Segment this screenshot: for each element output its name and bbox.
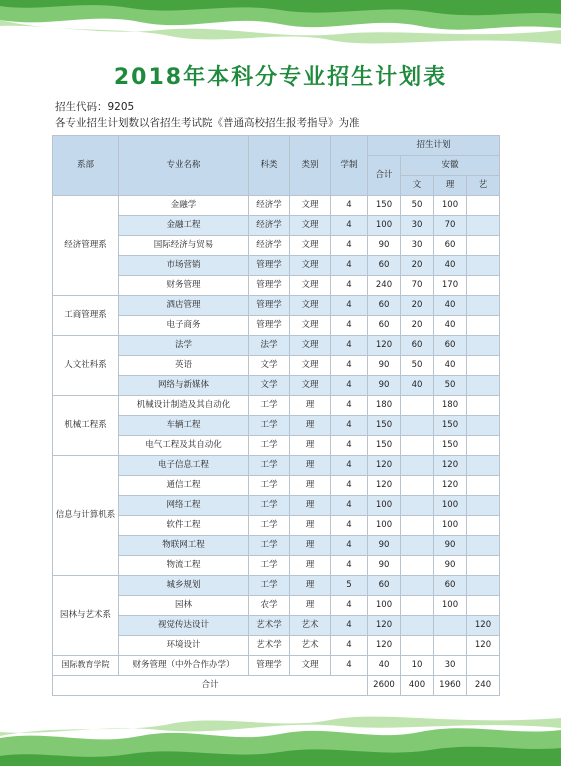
top-grass-decoration xyxy=(0,0,561,60)
yi-cell xyxy=(467,396,500,416)
major-cell: 园林 xyxy=(119,596,249,616)
category-cell: 管理学 xyxy=(249,256,290,276)
years-cell: 4 xyxy=(331,296,368,316)
total-cell: 150 xyxy=(368,436,401,456)
wen-cell xyxy=(401,436,434,456)
dept-cell: 信息与计算机系 xyxy=(53,456,119,576)
years-cell: 4 xyxy=(331,236,368,256)
wen-cell: 60 xyxy=(401,336,434,356)
category-cell: 工学 xyxy=(249,396,290,416)
major-cell: 视觉传达设计 xyxy=(119,616,249,636)
yi-cell xyxy=(467,216,500,236)
header-yi: 艺 xyxy=(467,176,500,196)
total-cell: 90 xyxy=(368,536,401,556)
li-cell: 60 xyxy=(434,236,467,256)
type-cell: 理 xyxy=(290,436,331,456)
years-cell: 4 xyxy=(331,376,368,396)
major-cell: 酒店管理 xyxy=(119,296,249,316)
years-cell: 4 xyxy=(331,516,368,536)
major-cell: 软件工程 xyxy=(119,516,249,536)
yi-cell xyxy=(467,656,500,676)
type-cell: 理 xyxy=(290,596,331,616)
li-cell: 100 xyxy=(434,496,467,516)
major-cell: 国际经济与贸易 xyxy=(119,236,249,256)
category-cell: 工学 xyxy=(249,456,290,476)
page-title: 2018年本科分专业招生计划表 xyxy=(113,65,448,90)
li-cell: 180 xyxy=(434,396,467,416)
li-cell: 70 xyxy=(434,216,467,236)
wen-cell: 30 xyxy=(401,216,434,236)
total-cell: 150 xyxy=(368,196,401,216)
total-cell: 240 xyxy=(368,276,401,296)
years-cell: 4 xyxy=(331,216,368,236)
type-cell: 理 xyxy=(290,496,331,516)
header-type: 类别 xyxy=(290,136,331,196)
header-anhui: 安徽 xyxy=(401,156,500,176)
major-cell: 通信工程 xyxy=(119,476,249,496)
total-cell: 180 xyxy=(368,396,401,416)
yi-cell xyxy=(467,256,500,276)
major-cell: 电气工程及其自动化 xyxy=(119,436,249,456)
total-cell: 90 xyxy=(368,556,401,576)
type-cell: 文理 xyxy=(290,316,331,336)
li-cell: 40 xyxy=(434,256,467,276)
yi-cell xyxy=(467,276,500,296)
dept-cell: 国际教育学院 xyxy=(53,656,119,676)
category-cell: 工学 xyxy=(249,496,290,516)
category-cell: 工学 xyxy=(249,416,290,436)
years-cell: 4 xyxy=(331,436,368,456)
li-cell: 100 xyxy=(434,516,467,536)
yi-cell xyxy=(467,296,500,316)
li-cell: 90 xyxy=(434,556,467,576)
wen-cell: 50 xyxy=(401,356,434,376)
wen-cell xyxy=(401,416,434,436)
category-cell: 工学 xyxy=(249,556,290,576)
yi-cell xyxy=(467,416,500,436)
major-cell: 网络工程 xyxy=(119,496,249,516)
li-cell: 50 xyxy=(434,376,467,396)
grand-wen-cell: 400 xyxy=(401,676,434,696)
category-cell: 工学 xyxy=(249,436,290,456)
category-cell: 文学 xyxy=(249,376,290,396)
years-cell: 4 xyxy=(331,356,368,376)
category-cell: 工学 xyxy=(249,476,290,496)
years-cell: 4 xyxy=(331,636,368,656)
wen-cell xyxy=(401,496,434,516)
yi-cell: 120 xyxy=(467,616,500,636)
type-cell: 理 xyxy=(290,396,331,416)
yi-cell xyxy=(467,356,500,376)
yi-cell xyxy=(467,576,500,596)
wen-cell: 30 xyxy=(401,236,434,256)
total-cell: 40 xyxy=(368,656,401,676)
years-cell: 4 xyxy=(331,616,368,636)
li-cell: 90 xyxy=(434,536,467,556)
enrollment-code: 招生代码：9205 xyxy=(55,101,135,113)
grand-li-cell: 1960 xyxy=(434,676,467,696)
total-cell: 60 xyxy=(368,576,401,596)
category-cell: 经济学 xyxy=(249,216,290,236)
dept-cell: 机械工程系 xyxy=(53,396,119,456)
years-cell: 4 xyxy=(331,336,368,356)
li-cell: 120 xyxy=(434,476,467,496)
years-cell: 4 xyxy=(331,656,368,676)
years-cell: 4 xyxy=(331,276,368,296)
type-cell: 文理 xyxy=(290,656,331,676)
major-cell: 城乡规划 xyxy=(119,576,249,596)
dept-cell: 人文社科系 xyxy=(53,336,119,396)
li-cell: 100 xyxy=(434,196,467,216)
total-cell: 120 xyxy=(368,476,401,496)
yi-cell xyxy=(467,596,500,616)
yi-cell xyxy=(467,556,500,576)
category-cell: 艺术学 xyxy=(249,616,290,636)
total-cell: 100 xyxy=(368,496,401,516)
grand-yi-cell: 240 xyxy=(467,676,500,696)
li-cell xyxy=(434,636,467,656)
yi-cell xyxy=(467,336,500,356)
dept-cell: 园林与艺术系 xyxy=(53,576,119,656)
wen-cell xyxy=(401,556,434,576)
type-cell: 艺术 xyxy=(290,616,331,636)
total-cell: 120 xyxy=(368,616,401,636)
category-cell: 工学 xyxy=(249,516,290,536)
yi-cell xyxy=(467,376,500,396)
li-cell: 60 xyxy=(434,336,467,356)
major-cell: 物联网工程 xyxy=(119,536,249,556)
type-cell: 文理 xyxy=(290,376,331,396)
bottom-grass-decoration xyxy=(0,706,561,766)
yi-cell xyxy=(467,536,500,556)
plan-note: 各专业招生计划数以省招生考试院《普通高校招生报考指导》为准 xyxy=(55,117,360,129)
years-cell: 4 xyxy=(331,476,368,496)
category-cell: 经济学 xyxy=(249,236,290,256)
major-cell: 金融工程 xyxy=(119,216,249,236)
li-cell: 30 xyxy=(434,656,467,676)
yi-cell xyxy=(467,516,500,536)
type-cell: 文理 xyxy=(290,356,331,376)
category-cell: 工学 xyxy=(249,576,290,596)
wen-cell xyxy=(401,636,434,656)
total-cell: 60 xyxy=(368,256,401,276)
category-cell: 管理学 xyxy=(249,656,290,676)
yi-cell xyxy=(467,476,500,496)
years-cell: 4 xyxy=(331,496,368,516)
li-cell: 100 xyxy=(434,596,467,616)
total-cell: 60 xyxy=(368,296,401,316)
category-cell: 文学 xyxy=(249,356,290,376)
total-cell: 60 xyxy=(368,316,401,336)
major-cell: 财务管理 xyxy=(119,276,249,296)
type-cell: 理 xyxy=(290,416,331,436)
major-cell: 机械设计制造及其自动化 xyxy=(119,396,249,416)
years-cell: 4 xyxy=(331,416,368,436)
total-cell: 120 xyxy=(368,456,401,476)
type-cell: 文理 xyxy=(290,196,331,216)
yi-cell xyxy=(467,316,500,336)
wen-cell xyxy=(401,456,434,476)
li-cell: 170 xyxy=(434,276,467,296)
total-label: 合计 xyxy=(53,676,368,696)
category-cell: 管理学 xyxy=(249,276,290,296)
major-cell: 金融学 xyxy=(119,196,249,216)
years-cell: 4 xyxy=(331,596,368,616)
yi-cell xyxy=(467,236,500,256)
major-cell: 物流工程 xyxy=(119,556,249,576)
type-cell: 理 xyxy=(290,456,331,476)
type-cell: 文理 xyxy=(290,296,331,316)
total-cell: 90 xyxy=(368,236,401,256)
type-cell: 文理 xyxy=(290,276,331,296)
total-cell: 90 xyxy=(368,376,401,396)
li-cell: 150 xyxy=(434,436,467,456)
years-cell: 4 xyxy=(331,196,368,216)
years-cell: 4 xyxy=(331,456,368,476)
yi-cell: 120 xyxy=(467,636,500,656)
major-cell: 环境设计 xyxy=(119,636,249,656)
yi-cell xyxy=(467,496,500,516)
major-cell: 车辆工程 xyxy=(119,416,249,436)
header-major: 专业名称 xyxy=(119,136,249,196)
category-cell: 经济学 xyxy=(249,196,290,216)
li-cell: 60 xyxy=(434,576,467,596)
major-cell: 电子信息工程 xyxy=(119,456,249,476)
header-total: 合计 xyxy=(368,156,401,196)
li-cell xyxy=(434,616,467,636)
li-cell: 120 xyxy=(434,456,467,476)
wen-cell: 20 xyxy=(401,296,434,316)
grand-total-cell: 2600 xyxy=(368,676,401,696)
type-cell: 理 xyxy=(290,556,331,576)
header-plan: 招生计划 xyxy=(368,136,500,156)
major-cell: 市场营销 xyxy=(119,256,249,276)
wen-cell: 20 xyxy=(401,256,434,276)
total-cell: 120 xyxy=(368,336,401,356)
total-cell: 100 xyxy=(368,596,401,616)
years-cell: 4 xyxy=(331,536,368,556)
total-cell: 100 xyxy=(368,216,401,236)
years-cell: 4 xyxy=(331,256,368,276)
header-wen: 文 xyxy=(401,176,434,196)
yi-cell xyxy=(467,436,500,456)
major-cell: 法学 xyxy=(119,336,249,356)
total-cell: 150 xyxy=(368,416,401,436)
li-cell: 40 xyxy=(434,316,467,336)
wen-cell: 20 xyxy=(401,316,434,336)
total-cell: 120 xyxy=(368,636,401,656)
years-cell: 4 xyxy=(331,556,368,576)
wen-cell xyxy=(401,476,434,496)
type-cell: 理 xyxy=(290,476,331,496)
major-cell: 电子商务 xyxy=(119,316,249,336)
wen-cell xyxy=(401,536,434,556)
major-cell: 网络与新媒体 xyxy=(119,376,249,396)
wen-cell xyxy=(401,576,434,596)
years-cell: 4 xyxy=(331,316,368,336)
li-cell: 40 xyxy=(434,296,467,316)
header-li: 理 xyxy=(434,176,467,196)
total-cell: 90 xyxy=(368,356,401,376)
years-cell: 4 xyxy=(331,396,368,416)
type-cell: 文理 xyxy=(290,216,331,236)
category-cell: 艺术学 xyxy=(249,636,290,656)
yi-cell xyxy=(467,196,500,216)
header-years: 学制 xyxy=(331,136,368,196)
header-category: 科类 xyxy=(249,136,290,196)
wen-cell xyxy=(401,616,434,636)
type-cell: 文理 xyxy=(290,256,331,276)
wen-cell: 40 xyxy=(401,376,434,396)
type-cell: 理 xyxy=(290,516,331,536)
li-cell: 150 xyxy=(434,416,467,436)
category-cell: 农学 xyxy=(249,596,290,616)
li-cell: 40 xyxy=(434,356,467,376)
major-cell: 财务管理（中外合作办学） xyxy=(119,656,249,676)
wen-cell xyxy=(401,516,434,536)
category-cell: 管理学 xyxy=(249,316,290,336)
type-cell: 理 xyxy=(290,576,331,596)
header-dept: 系部 xyxy=(53,136,119,196)
type-cell: 文理 xyxy=(290,336,331,356)
category-cell: 管理学 xyxy=(249,296,290,316)
type-cell: 文理 xyxy=(290,236,331,256)
type-cell: 理 xyxy=(290,536,331,556)
yi-cell xyxy=(467,456,500,476)
enrollment-plan-table xyxy=(52,135,500,696)
dept-cell: 工商管理系 xyxy=(53,296,119,336)
years-cell: 5 xyxy=(331,576,368,596)
wen-cell xyxy=(401,596,434,616)
category-cell: 法学 xyxy=(249,336,290,356)
wen-cell xyxy=(401,396,434,416)
wen-cell: 10 xyxy=(401,656,434,676)
wen-cell: 70 xyxy=(401,276,434,296)
major-cell: 英语 xyxy=(119,356,249,376)
wen-cell: 50 xyxy=(401,196,434,216)
type-cell: 艺术 xyxy=(290,636,331,656)
total-cell: 100 xyxy=(368,516,401,536)
dept-cell: 经济管理系 xyxy=(53,196,119,296)
category-cell: 工学 xyxy=(249,536,290,556)
